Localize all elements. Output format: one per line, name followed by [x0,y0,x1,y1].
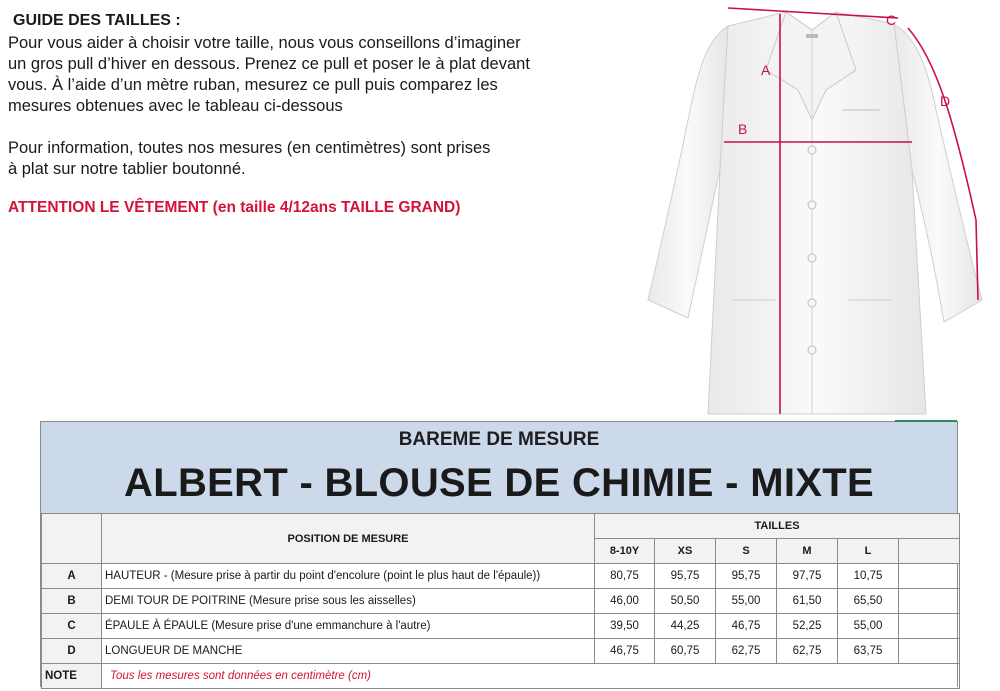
table-row [42,639,960,664]
marker-b: B [738,121,748,137]
guide-paragraph-1: Pour vous aider à choisir votre taille, nous vous conseillons d’imaginer un gros pull d’hiver en dessous. Prenez ce pull et poser le à plat devant vous. À l’aide d’un mètre ruban, mesurez ce pull puis comparez les mesures obtenues avec le tableau ci-dessous [8,34,530,115]
value-cell: 95,75 [716,564,777,589]
size-col: S [716,539,777,564]
value-cell: 95,75 [655,564,716,589]
lab-coat-svg [636,0,1000,420]
size-chart [40,421,958,687]
value-cell: 62,75 [716,639,777,664]
row-label: HAUTEUR - (Mesure prise à partir du point d'encolure (point le plus haut de l'épaule)) [102,564,595,589]
size-guide-title: GUIDE DES TAILLES : [13,12,181,29]
size-col: M [777,539,838,564]
value-cell: 80,75 [595,564,655,589]
note-text: Tous les mesures sont données en centimètre (cm) [102,664,960,689]
marker-d: D [940,93,951,109]
lab-coat-illustration [636,0,1000,420]
measurement-table [41,513,960,689]
size-col: XS [655,539,716,564]
value-cell: 61,50 [777,589,838,614]
value-cell: 97,75 [777,564,838,589]
row-letter: C [42,614,102,639]
sizes-header: TAILLES [595,514,960,539]
value-cell: 62,75 [777,639,838,664]
value-cell: 55,00 [716,589,777,614]
chart-subtitle: BAREME DE MESURE [398,429,600,450]
value-cell: 44,25 [655,614,716,639]
table-row [42,614,960,639]
note-label: NOTE [42,664,102,689]
value-cell: 46,75 [716,614,777,639]
table-row [42,589,960,614]
empty-cell [899,589,960,614]
empty-cell [899,564,960,589]
value-cell: 46,75 [595,639,655,664]
position-header: POSITION DE MESURE [102,514,595,564]
value-cell: 65,50 [838,589,899,614]
size-col-empty [899,539,960,564]
value-cell: 52,25 [777,614,838,639]
marker-c: C [886,12,897,28]
row-label: ÉPAULE À ÉPAULE (Mesure prise d'une emmanchure à l'autre) [102,614,595,639]
note-row [42,664,960,689]
size-warning: ATTENTION LE VÊTEMENT (en taille 4/12ans TAILLE GRAND) [8,199,461,216]
value-cell: 39,50 [595,614,655,639]
row-letter: D [42,639,102,664]
row-label: DEMI TOUR DE POITRINE (Mesure prise sous les aisselles) [102,589,595,614]
value-cell: 63,75 [838,639,899,664]
value-cell: 10,75 [838,564,899,589]
size-guide-intro [8,12,618,217]
value-cell: 60,75 [655,639,716,664]
size-col: 8-10Y [595,539,655,564]
value-cell: 55,00 [838,614,899,639]
guide-paragraph-2: Pour information, toutes nos mesures (en centimètres) sont prises à plat sur notre tablier boutonné. [8,139,491,178]
chart-title: ALBERT - BLOUSE DE CHIMIE - MIXTE [124,461,874,505]
header-row [42,514,960,539]
row-label: LONGUEUR DE MANCHE [102,639,595,664]
row-letter: A [42,564,102,589]
marker-a: A [761,62,771,78]
value-cell: 50,50 [655,589,716,614]
value-cell: 46,00 [595,589,655,614]
size-chart-banner [41,422,957,513]
empty-cell [899,614,960,639]
header-blank [42,514,102,564]
row-letter: B [42,589,102,614]
table-row [42,564,960,589]
empty-cell [899,639,960,664]
size-col: L [838,539,899,564]
